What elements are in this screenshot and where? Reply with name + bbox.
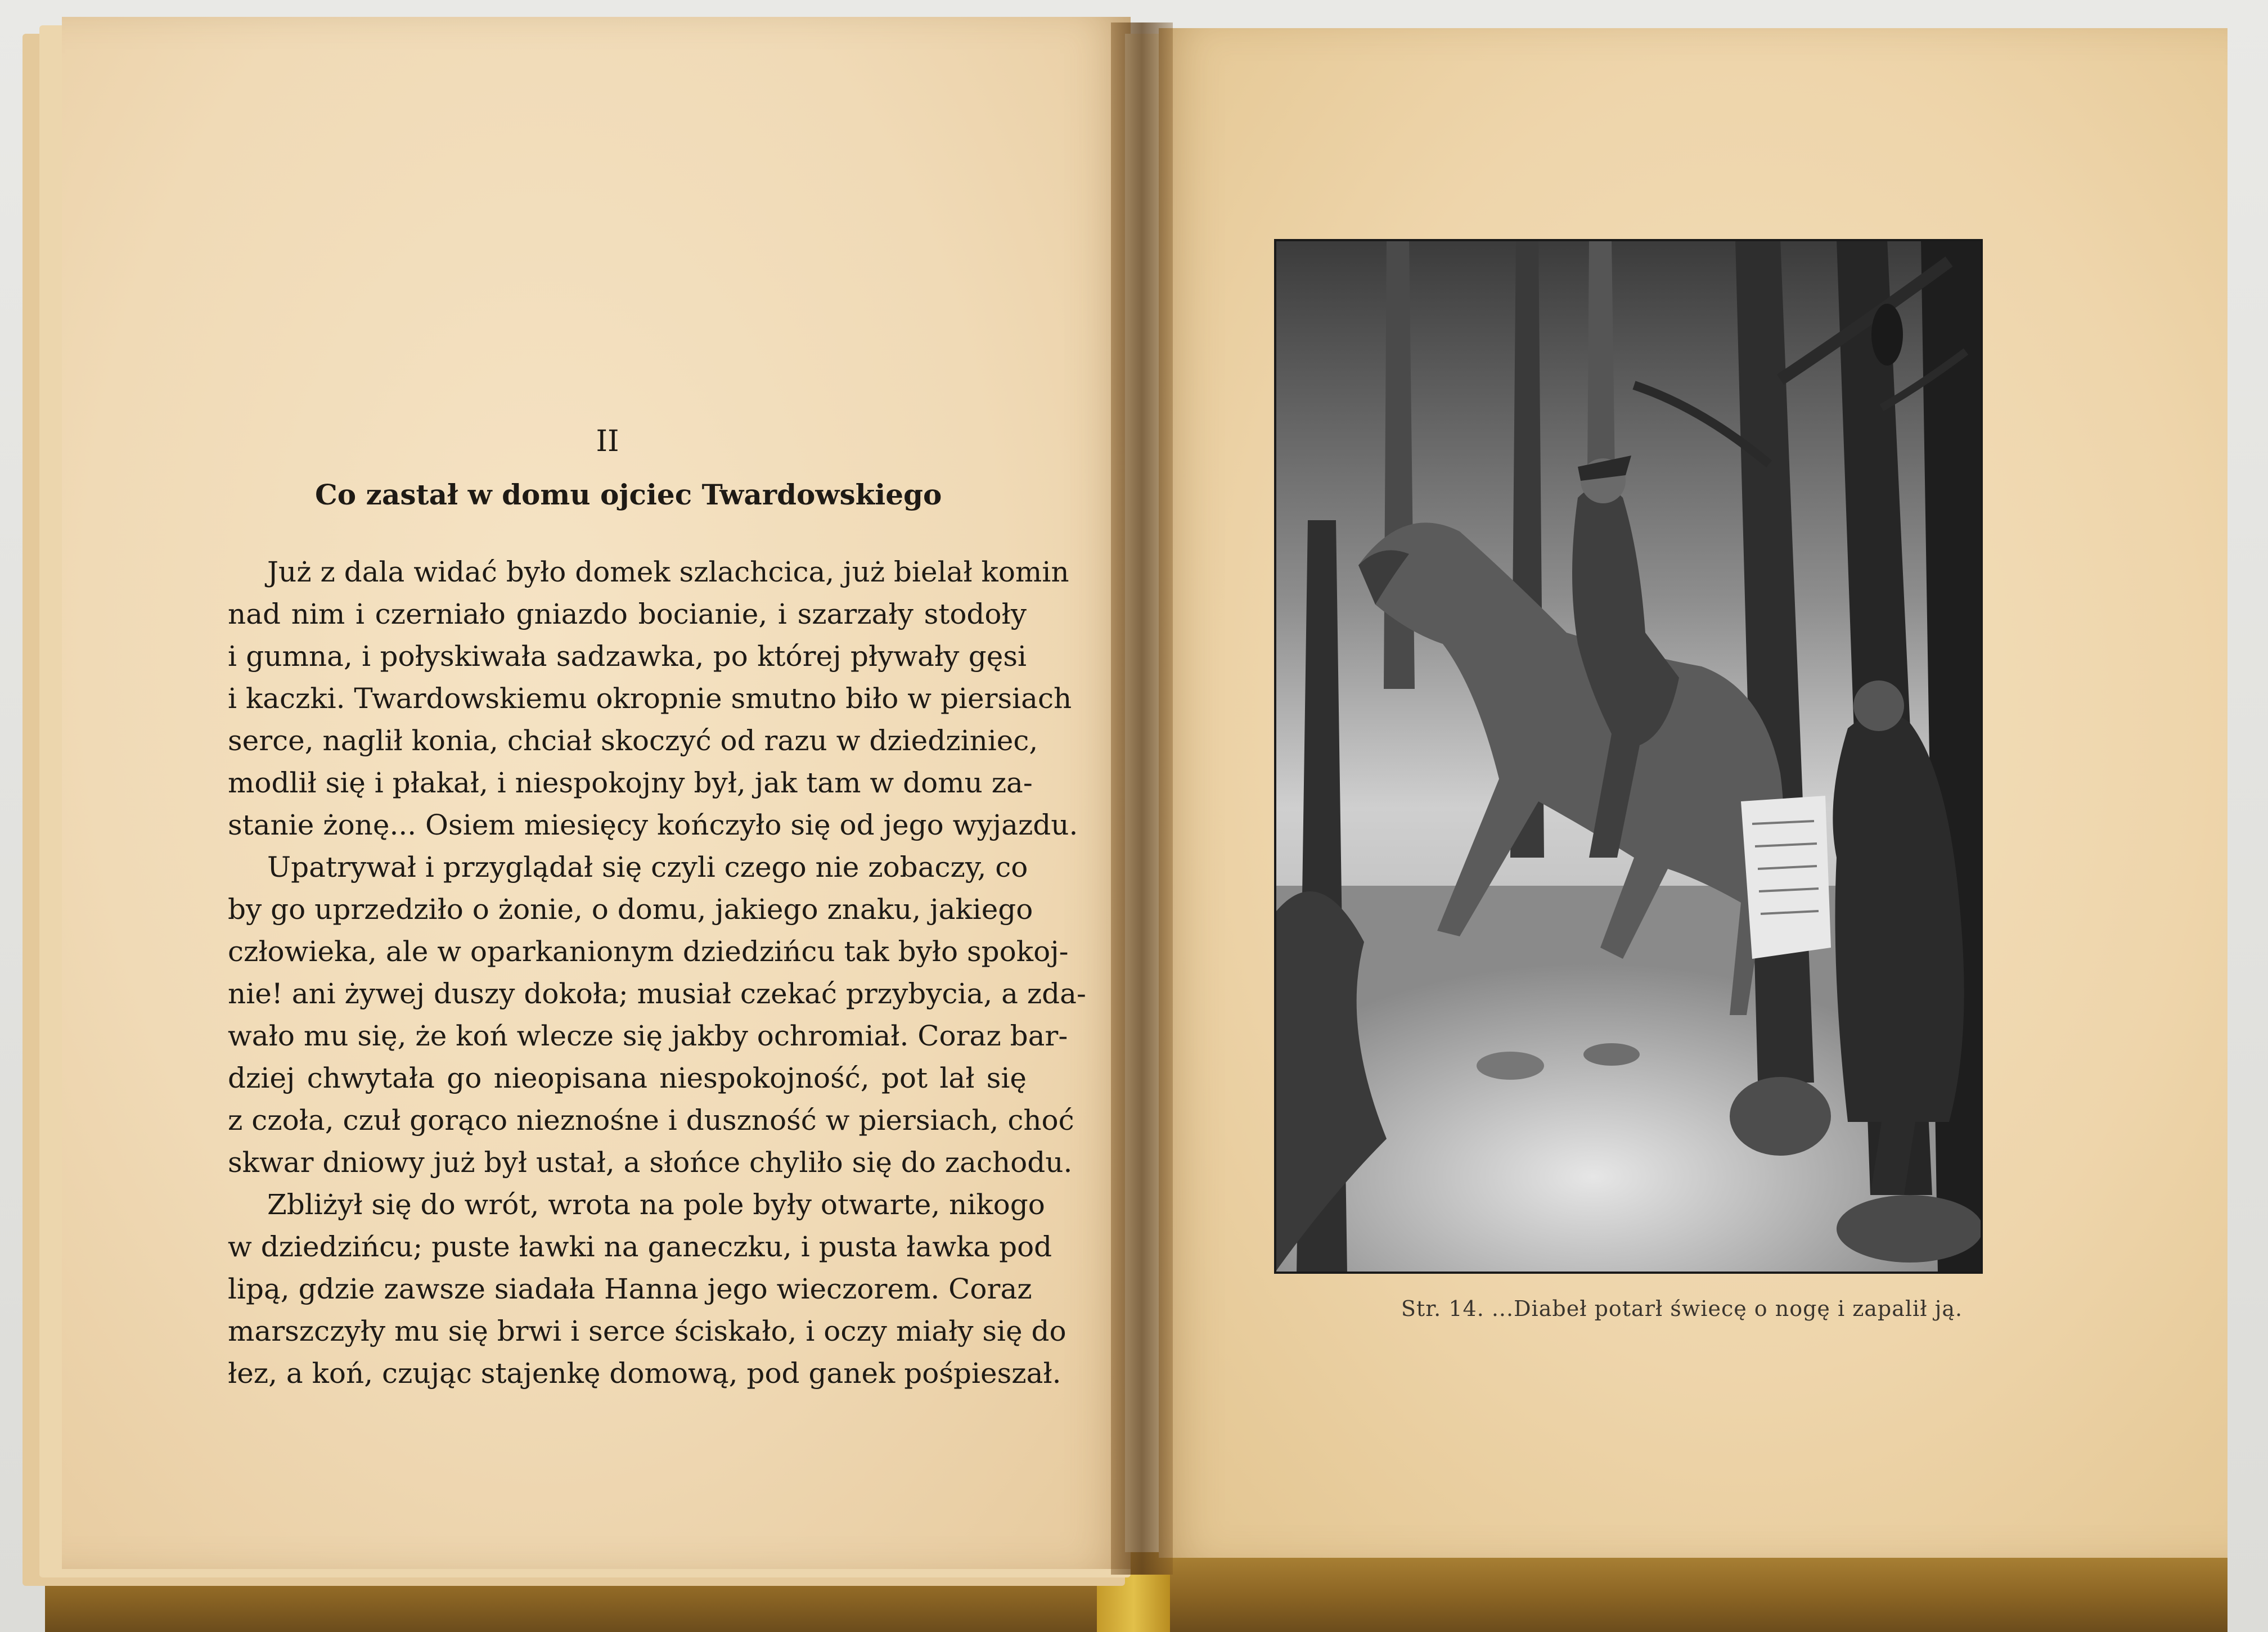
text-line: by go uprzedziło o żonie, o domu, jakiego znaku, jakiego [228, 893, 1033, 926]
text-line: w dziedzińcu; puste ławki na ganeczku, i pusta ławka pod [228, 1230, 1052, 1263]
text-line: serce, naglił konia, chciał skoczyć od razu w dziedziniec, [228, 724, 1038, 757]
chapter-title: Co zastał w domu ojciec Twardowskiego [315, 478, 942, 511]
text-line: Już z dala widać było domek szlachcica, już bielał komin [267, 556, 1069, 588]
text-line: Zbliżył się do wrót, wrota na pole były otwarte, nikogo [267, 1188, 1045, 1221]
illustration-caption: Str. 14. ...Diabeł potarł świecę o nogę i zapalił ją. [1401, 1296, 1963, 1321]
body-text [228, 551, 1086, 1395]
chapter-number: II [596, 425, 619, 458]
text-line: dziej chwytała go nieopisana niespokojność, pot lał się [228, 1062, 1027, 1094]
text-line: stanie żonę... Osiem miesięcy kończyło się od jego wyjazdu. [228, 809, 1078, 841]
text-line: łez, a koń, czując stajenkę domową, pod ganek pośpieszał. [228, 1357, 1061, 1390]
text-line: lipą, gdzie zawsze siadała Hanna jego wieczorem. Coraz [228, 1273, 1032, 1305]
text-line: z czoła, czuł gorąco nieznośne i duszność w piersiach, choć [228, 1104, 1074, 1137]
text-line: modlił się i płakał, i niespokojny był, jak tam w domu za- [228, 767, 1033, 799]
text-line: skwar dniowy już był ustał, a słońce chyliło się do zachodu. [228, 1146, 1073, 1179]
text-line: i kaczki. Twardowskiemu okropnie smutno biło w piersiach [228, 682, 1072, 715]
text-line: Upatrywał i przyglądał się czyli czego nie zobaczy, co [267, 851, 1028, 883]
book-gutter [1111, 22, 1173, 1575]
text-line: człowieka, ale w oparkanionym dziedzińcu tak było spokoj- [228, 935, 1069, 968]
forest-illustration [1274, 239, 1983, 1274]
text-line: nie! ani żywej duszy dokoła; musiał czekać przybycia, a zda- [228, 977, 1086, 1010]
text-line: nad nim i czerniało gniazdo bocianie, i szarzały stodoły [228, 598, 1027, 630]
text-line: wało mu się, że koń wlecze się jakby ochromiał. Coraz bar- [228, 1020, 1068, 1052]
text-line: marszczyły mu się brwi i serce ściskało, i oczy miały się do [228, 1315, 1066, 1347]
text-line: i gumna, i połyskiwała sadzawka, po której pływały gęsi [228, 640, 1027, 673]
